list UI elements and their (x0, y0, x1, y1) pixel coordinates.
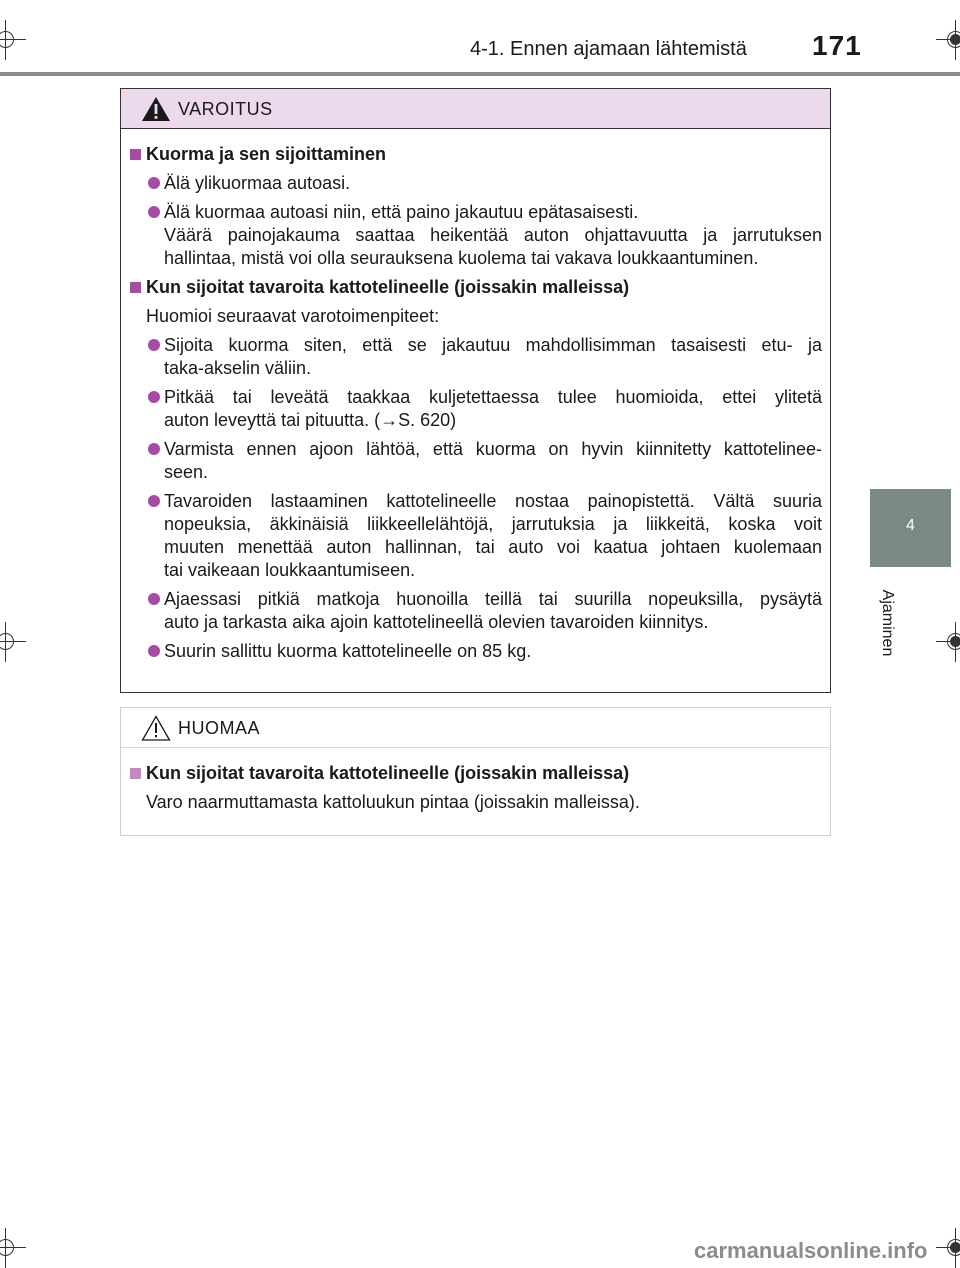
round-bullet-icon (148, 339, 160, 351)
crop-mark-mid-right (936, 622, 960, 662)
warning-box (120, 88, 831, 693)
crop-mark-top-left (0, 20, 26, 60)
list-item: Varmista ennen ajoon lähtöä, että kuorma on hyvin kiinnitetty kattotelinee- seen. (130, 438, 822, 484)
warning-box-header (121, 89, 830, 129)
warning-box-title: VAROITUS (178, 99, 273, 119)
list-item: Pitkää tai leveätä taakkaa kuljetettaessa tulee huomioida, ettei ylitetä auton leveyttä tai pituutta. (→S. 620) (130, 386, 822, 432)
notice-triangle-icon (141, 714, 171, 742)
chapter-label: Ajaminen (879, 589, 896, 657)
list-item: Suurin sallittu kuorma kattotelineelle on 85 kg. (130, 640, 822, 663)
square-bullet-icon (130, 282, 141, 293)
list-item: Älä ylikuormaa autoasi. (130, 172, 822, 195)
watermark-text: carmanualsonline.info (694, 1238, 928, 1263)
warning-triangle-icon (141, 95, 171, 123)
round-bullet-icon (148, 443, 160, 455)
chapter-label-wrap (876, 580, 896, 670)
list-item: Tavaroiden lastaaminen kattotelineelle nostaa painopistettä. Vältä suuria nopeuksia, äkkinäisiä liikkeellelähtöjä, jarrutuksia ja liikkeitä, koska voit muuten menettää auton hallinnan, tai auto voi kaatua johtaen kuolemaan tai vaikeaan loukkaantumiseen. (130, 490, 822, 582)
page-number: 171 (812, 30, 862, 61)
section-title: Kuorma ja sen sijoittaminen (130, 143, 822, 166)
list-item: Sijoita kuorma siten, että se jakautuu mahdollisimman tasaisesti etu- ja taka-akselin väliin. (130, 334, 822, 380)
round-bullet-icon (148, 206, 160, 218)
round-bullet-icon (148, 177, 160, 189)
notice-text: Varo naarmuttamasta kattoluukun pintaa (joissakin malleissa). (146, 792, 640, 812)
round-bullet-icon (148, 391, 160, 403)
warning-box-body (121, 129, 830, 663)
watermark (694, 1238, 956, 1266)
list-item: Ajaessasi pitkiä matkoja huonoilla teillä tai suurilla nopeuksilla, pysäytä auto ja tarkasta aika ajoin kattotelineellä olevien tavaroiden kiinnitys. (130, 588, 822, 634)
chapter-tab (870, 489, 951, 567)
crop-mark-top-right (936, 20, 960, 60)
notice-box-title: HUOMAA (178, 718, 261, 738)
crop-mark-bottom-left (0, 1228, 26, 1268)
list-item: Älä kuormaa autoasi niin, että paino jakautuu epätasaisesti. Väärä painojakauma saattaa heikentää auton ohjattavuutta ja jarrutuksen hallintaa, mistä voi olla seurauksena kuolema tai vakava loukkaantuminen. (130, 201, 822, 270)
round-bullet-icon (148, 593, 160, 605)
crop-mark-mid-left (0, 622, 26, 662)
section-intro: Huomioi seuraavat varotoimenpiteet: (146, 306, 440, 326)
header-rule (0, 72, 960, 76)
square-bullet-icon (130, 768, 141, 779)
section-title: Kun sijoitat tavaroita kattotelineelle (joissakin malleissa) (130, 762, 822, 785)
notice-box-header (121, 708, 830, 748)
notice-box-body (121, 748, 830, 814)
header-section-title: 4-1. Ennen ajamaan lähtemistä (470, 38, 747, 60)
round-bullet-icon (148, 495, 160, 507)
notice-box (120, 707, 831, 836)
chapter-number: 4 (906, 517, 915, 534)
square-bullet-icon (130, 149, 141, 160)
section-title: Kun sijoitat tavaroita kattotelineelle (joissakin malleissa) (130, 276, 822, 299)
round-bullet-icon (148, 645, 160, 657)
